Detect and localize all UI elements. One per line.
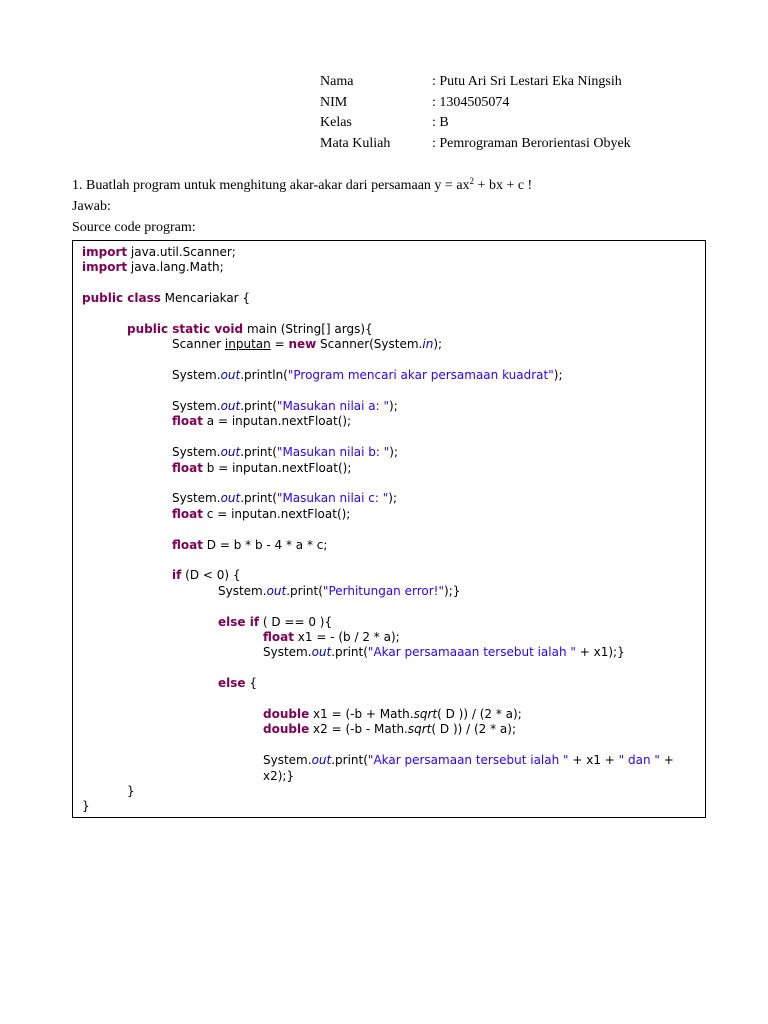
code-line: System.out.print("Masukan nilai a: "); (172, 399, 398, 413)
code-line: } (127, 784, 135, 799)
info-value: : B (432, 115, 449, 131)
code-line: } (82, 799, 90, 814)
code-line: public class Mencariakar { (82, 291, 251, 306)
code-line: float D = b * b - 4 * a * c; (172, 537, 328, 552)
code-line: else if ( D == 0 ){ (218, 614, 333, 629)
question-exponent: 2 (469, 176, 475, 186)
code-line: System.out.print("Akar persamaaan tersebut ialah " + x1);} (263, 645, 625, 660)
code-line: System.out.print("Masukan nilai c: "); (172, 491, 398, 506)
code-line: Scanner inputan = new Scanner(System.in); (172, 337, 443, 352)
code-line: System.out.print("Akar persamaan tersebut ialah " + x1 + " dan " + (263, 753, 674, 768)
blank-line (82, 522, 701, 537)
student-info (320, 72, 631, 155)
code-line: double x2 = (-b - Math.sqrt( D )) / (2 * a); (263, 722, 516, 737)
info-label: NIM (320, 94, 348, 110)
code-line: x2);} (263, 768, 295, 783)
blank-line (82, 276, 701, 291)
info-row-mata-kuliah (320, 134, 631, 155)
question-text-main: 1. Buatlah program untuk menghitung akar-akar dari persamaan y = ax (72, 178, 470, 193)
code-line: System.out.print("Masukan nilai b: "); (172, 445, 399, 460)
info-label: Mata Kuliah (320, 136, 391, 152)
code-line: import java.lang.Math; (82, 260, 224, 275)
info-label: Kelas (320, 115, 352, 131)
code-line: float a = inputan.nextFloat(); (172, 414, 352, 429)
info-label: Nama (320, 74, 354, 89)
code-line: System.out.println("Program mencari akar persamaan kuadrat"); (172, 368, 563, 383)
blank-line (82, 430, 701, 445)
code-line: System.out.print("Perhitungan error!");} (218, 583, 461, 598)
code-line: float c = inputan.nextFloat(); (172, 506, 351, 521)
blank-line (82, 599, 701, 614)
code-line: double x1 = (-b + Math.sqrt( D )) / (2 * a); (263, 707, 522, 722)
blank-line (82, 692, 701, 707)
info-value: : Pemrograman Berorientasi Obyek (432, 136, 631, 152)
code-line: float x1 = - (b / 2 * a); (263, 630, 400, 645)
info-row-kelas (320, 113, 631, 134)
code-line: import java.util.Scanner; (82, 245, 236, 259)
blank-line (82, 353, 701, 368)
blank-line (82, 661, 701, 676)
info-value: : Putu Ari Sri Lestari Eka Ningsih (432, 74, 622, 89)
question-text (72, 175, 532, 196)
code-line: if (D < 0) { (172, 568, 241, 583)
blank-line (82, 307, 701, 322)
question-block (72, 175, 532, 238)
answer-label: Jawab: (72, 199, 111, 214)
code-box (72, 240, 706, 818)
code-listing (82, 245, 701, 815)
question-text-tail: + bx + c ! (474, 178, 533, 193)
blank-line (82, 476, 701, 491)
info-value: : 1304505074 (432, 94, 510, 110)
info-row-nama (320, 72, 631, 93)
blank-line (82, 384, 701, 399)
blank-line (82, 553, 701, 568)
blank-line (82, 738, 701, 753)
code-line: else { (218, 676, 257, 691)
code-line: float b = inputan.nextFloat(); (172, 460, 352, 475)
info-row-nim (320, 93, 631, 114)
code-line: public static void main (String[] args){ (127, 322, 373, 336)
source-label: Source code program: (72, 220, 196, 235)
